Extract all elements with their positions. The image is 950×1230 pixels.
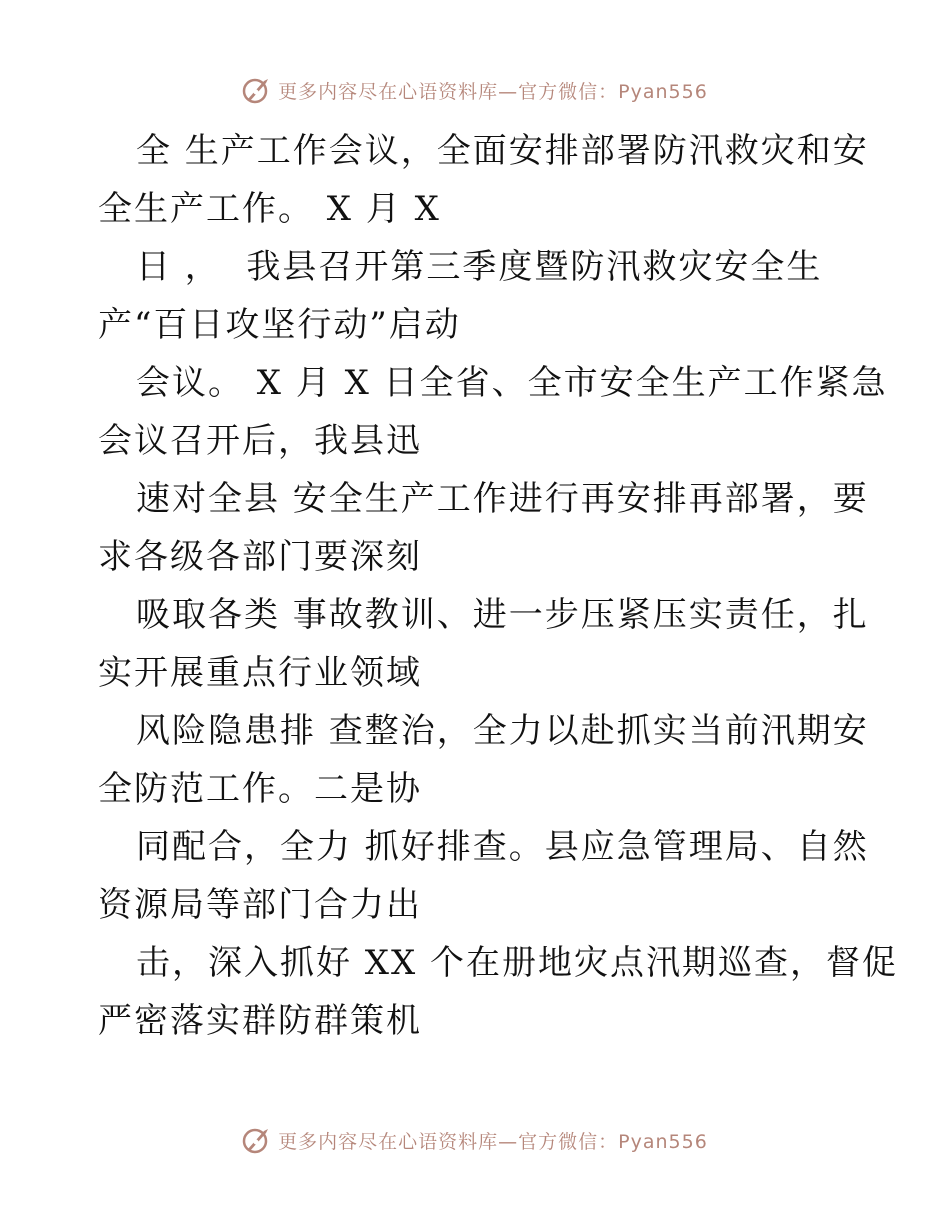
text-line: 资源局等部门合力出: [98, 885, 422, 925]
text-line: 日 ， 我县召开第三季度暨防汛救灾安全生: [136, 247, 823, 287]
text-line: 吸取各类 事故教训、进一步压紧压实责任，扎: [136, 595, 869, 635]
text-line: 会议。 X 月 X 日全省、全市安全生产工作紧急: [136, 363, 888, 403]
text-line: 速对全县 安全生产工作进行再安排再部署，要: [136, 479, 869, 519]
text-line: 全防范工作。二是协: [98, 769, 422, 809]
text-line: 产“百日攻坚行动”启动: [98, 305, 461, 345]
text-line: 风险隐患排 查整治，全力以赴抓实当前汛期安: [136, 711, 869, 751]
watermark-text: 更多内容尽在心语资料库—官方微信：Pyan556: [278, 1130, 708, 1153]
text-line: 全生产工作。 X 月 X: [98, 189, 441, 229]
brush-pen-circle-icon: [242, 75, 272, 105]
watermark-text: 更多内容尽在心语资料库—官方微信：Pyan556: [278, 80, 708, 103]
footer-watermark: [0, 1120, 950, 1160]
brush-pen-circle-icon: [242, 1125, 272, 1155]
text-line: 全 生产工作会议，全面安排部署防汛救灾和安: [136, 131, 869, 171]
text-line: 求各级各部门要深刻: [98, 537, 422, 577]
text-line: 严密落实群防群策机: [98, 1001, 422, 1041]
text-line: 击，深入抓好 XX 个在册地灾点汛期巡查，督促: [136, 943, 899, 983]
header-watermark: [0, 70, 950, 110]
text-line: 实开展重点行业领域: [98, 653, 422, 693]
document-body: [98, 122, 899, 1050]
text-line: 会议召开后，我县迅: [98, 421, 422, 461]
text-line: 同配合，全力 抓好排查。县应急管理局、自然: [136, 827, 869, 867]
